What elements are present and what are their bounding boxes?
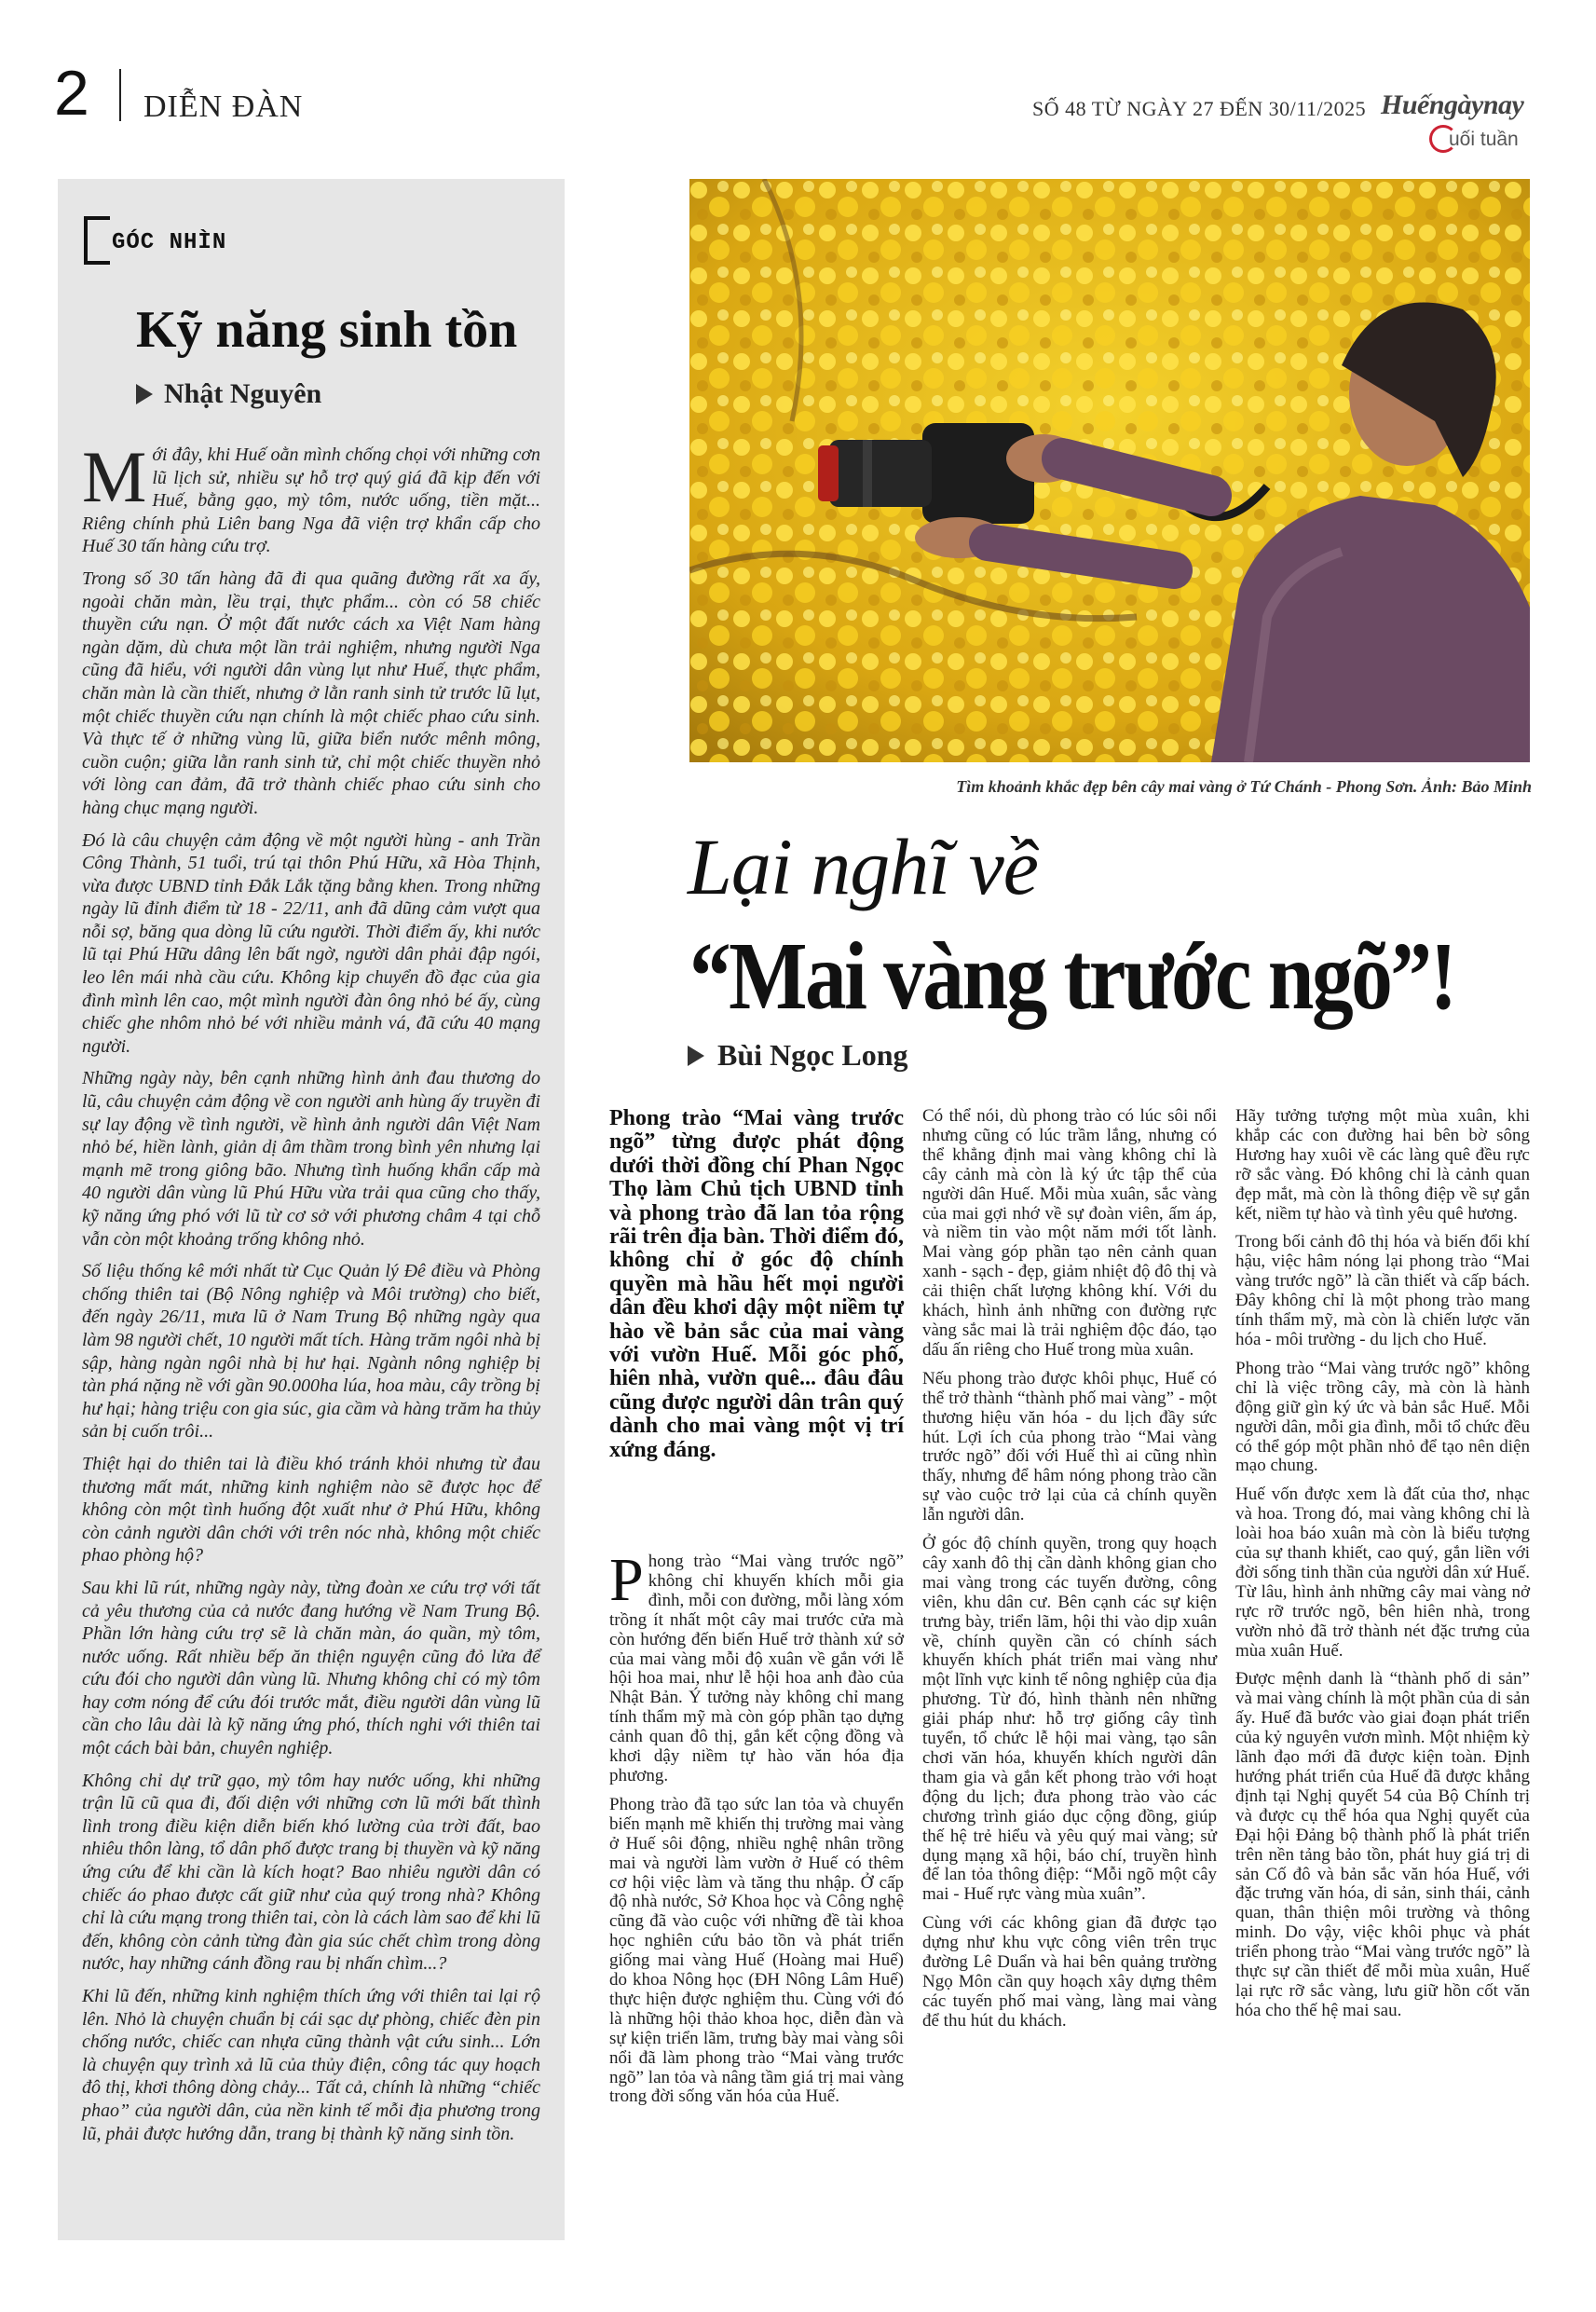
sidebar-body — [82, 436, 540, 2155]
article-paragraph: Hãy tưởng tượng một mùa xuân, khi khắp các con đường hai bên bờ sông Hương hay xuôi về các làng quê đều rực rỡ sắc vàng. Đó không chỉ là cảnh quan đẹp mắt, mà còn là thông điệp về sự gắn kết, niềm tự hào và tình yêu quê hương. — [1235, 1106, 1530, 1224]
sidebar-paragraph: Trong số 30 tấn hàng đã đi qua quãng đường rất xa ấy, ngoài chăn màn, lều trại, thực phẩm... còn có 58 chiếc thuyền cứu nạn. Ở một đất nước cách xa Việt Nam hàng ngàn dặm, dù chưa một lần trải nghiệm, nhưng người Nga cũng đã hiểu, với người dân vùng lụt như Huế, thực phẩm, chăn màn là cần thiết, nhưng ở lằn ranh sinh tử trước lũ lụt, một chiếc thuyền cứu nạn chính là một chiếc phao cứu sinh. Và thực tế ở những vùng lũ, giữa biển nước mênh mông, cuồn cuộn; giữa lằn ranh sinh tử, chỉ một chiếc thuyền nhỏ với lòng can đảm, đã trở thành chiếc phao cứu sinh cho hàng chục mạng người. — [82, 568, 540, 818]
article-paragraph: Phong trào “Mai vàng trước ngõ” không chỉ khuyến khích mỗi gia đình, mỗi con đường, mỗi làng xóm trồng ít nhất một cây mai trước cửa mà còn hướng đến biến Huế trở thành xứ sở của mai vàng mỗi độ xuân về gắn với lễ hội hoa mai, như lễ hội hoa anh đào của Nhật Bản. Ý tưởng này không chỉ mang tính thẩm mỹ mà còn góp phần tạo dựng cảnh quan đô thị, gắn kết cộng đồng và khơi dậy niềm tự hào văn hóa địa phương. — [609, 1546, 904, 1785]
article-column-2 — [922, 1107, 1217, 2041]
page-number: 2 — [54, 58, 89, 129]
article-paragraph: Ở góc độ chính quyền, trong quy hoạch cây xanh đô thị cần dành không gian cho mai vàng trong các tuyến đường, công viên, khu dân cư. Bên cạnh các sự kiện trưng bày, triển lãm, hội thi vào dịp xuân về, chính quyền cần có chính sách khuyến khích phát triển mai vàng như một lĩnh vực kinh tế nông nghiệp của địa phương. Từ đó, hình thành nên những giải pháp như: hỗ trợ giống cây tình tuyển, tổ chức lễ hội mai vàng, tạo sân chơi văn hóa, khuyến khích người dân tham gia và gắn kết phong trào với hoạt động du lịch; đưa phong trào vào các chương trình giáo dục cộng đồng, giúp thế hệ trẻ hiểu và yêu quý mai vàng; sử dụng mạng xã hội, báo chí, truyền hình để lan tỏa thông điệp: “Mỗi ngõ một cây mai - Huế rực vàng mùa xuân”. — [922, 1534, 1217, 1905]
sidebar-author: Nhật Nguyên — [164, 378, 322, 409]
article-author-line — [716, 1038, 907, 1073]
article-paragraph: Trong bối cảnh đô thị hóa và biến đổi khí hậu, việc hâm nóng lại phong trào “Mai vàng trước ngõ” là cần thiết và cấp bách. Đây không chỉ là một phong trào mang tính thẩm mỹ, mà còn là chiến lược văn hóa - môi trường - du lịch cho Huế. — [1235, 1232, 1530, 1349]
masthead-logo: Huếngàynay — [1381, 89, 1524, 120]
mai-blossom-photo — [689, 179, 1530, 762]
photo-caption: Tìm khoảnh khắc đẹp bên cây mai vàng ở Tứ Chánh - Phong Sơn. Ảnh: Bảo Minh — [956, 777, 1532, 796]
headline: “Mai vàng trước ngõ”! — [689, 923, 1455, 1030]
article-paragraph: Phong trào đã tạo sức lan tỏa và chuyển biến mạnh mẽ khiến thị trường mai vàng ở Huế sôi động, nhiều nghệ nhân trồng mai và người làm vườn ở Huế có thêm cơ hội việc làm và tăng thu nhập. Ở cấp độ nhà nước, Sở Khoa học và Công nghệ cũng đã vào cuộc với những đề tài khoa học nghiên cứu bảo tồn và phát triển giống mai vàng Huế (Hoàng mai Huế) do khoa Nông học (ĐH Nông Lâm Huế) thực hiện được nghiệm thu. Cùng với đó là những hội thảo khoa học, diễn đàn và sự kiện triển lãm, trưng bày mai vàng sôi nổi đã làm phong trào “Mai vàng trước ngõ” lan tỏa và nâng tầm giá trị mai vàng trong đời sống văn hóa của Huế. — [609, 1794, 904, 2107]
sidebar-dropcap: M — [82, 436, 147, 517]
article-column-1 — [609, 1546, 904, 2116]
article-lead: Phong trào “Mai vàng trước ngõ” từng được phát động dưới thời đồng chí Phan Ngọc Thọ làm Chủ tịch UBND tỉnh và phong trào đã lan tỏa rộng rãi trên địa bàn. Thời điểm đó, không chỉ ở góc độ chính quyền mà hầu hết mọi người dân đều khơi dậy một niềm tự hào về bản sắc của mai vàng với vườn Huế. Mỗi góc phố, hiên nhà, vườn quê... đâu đâu cũng được người dân trân quý dành cho mai vàng một vị trí xứng đáng. — [609, 1106, 904, 1462]
section-name: DIỄN ĐÀN — [143, 89, 304, 124]
article-paragraph: Phong trào “Mai vàng trước ngõ” không chỉ là việc trồng cây, mà còn là hành động giữ gìn ký ức và bản sắc Huế. Mỗi người dân, mỗi gia đình, mỗi tổ chức đều có thể góp một phần nhỏ để tạo nên diện mạo chung. — [1235, 1358, 1530, 1476]
sidebar-author-line — [136, 378, 321, 410]
article-paragraph: Có thể nói, dù phong trào có lúc sôi nổi nhưng cũng có lúc trầm lắng, nhưng có thể khẳng định mai vàng không chỉ là cây cảnh mà còn là ký ức tập thể của người dân Huế. Mỗi mùa xuân, sắc vàng của mai gợi nhớ về sự đoàn viên, ấm áp, và niềm tin vào một năm mới tốt lành. Mai vàng góp phần tạo nên cảnh quan xanh - sạch - đẹp, giảm nhiệt độ đô thị và cải thiện chất lượng không khí. Với du khách, hình ảnh những con đường rực vàng sắc mai là trải nghiệm độc đáo, tạo dấu ấn riêng cho Huế trong mùa xuân. — [922, 1106, 1217, 1360]
article-dropcap: P — [609, 1546, 644, 1614]
sidebar-paragraph: Số liệu thống kê mới nhất từ Cục Quản lý Đê điều và Phòng chống thiên tai (Bộ Nông nghiệp và Môi trường) cho biết, đến ngày 26/11, mưa lũ ở Nam Trung Bộ những ngày qua làm 98 người chết, 10 người mất tích. Hàng trăm ngôi nhà bị sập, hàng ngàn ngôi nhà bị hư hại. Ngành nông nghiệp bị tàn phá nặng nề với gần 90.000ha lúa, hoa màu, cây trồng bị hư hại; hàng triệu con gia súc, gia cầm và hàng trăm ha thủy sản bị cuốn trôi... — [82, 1261, 540, 1443]
sidebar-paragraph: Khi lũ đến, những kinh nghiệm thích ứng với thiên tai lại rộ lên. Nhỏ là chuyện chuẩn bị cái sạc dự phòng, chiếc đèn pin chống nước, chiếc can nhựa cũng thành vật cứu sinh... Lớn là chuyện quy trình xả lũ của thủy điện, công tác quy hoạch đô thị, khơi thông dòng chảy... Tất cả, chính là những “chiếc phao” của người dân, của nền kinh tế mỗi địa phương trong lũ, phải được hướng dẫn, trang bị thành kỹ năng sinh tồn. — [82, 1986, 540, 2144]
header-divider — [119, 69, 121, 121]
sidebar-paragraph: Sau khi lũ rút, những ngày này, từng đoàn xe cứu trợ với tất cả yêu thương của cả nước đang hướng về Nam Trung Bộ. Phần lớn hàng cứu trợ sẽ là chăn màn, áo quần, mỳ tôm, nước uống. Rất nhiều bếp ăn thiện nguyện cũng đỏ lửa để cứu đói cho người dân vùng lũ. Nhưng không chỉ có mỳ tôm hay cơm nóng để cứu đói trước mắt, điều người dân vùng lũ cần cho lâu dài là kỹ năng ứng phó, thích nghi với thiên tai một cách bài bản, chuyên nghiệp. — [82, 1577, 540, 1759]
triangle-bullet-icon — [136, 384, 153, 404]
masthead-subtitle: uối tuần — [1449, 129, 1519, 150]
headline-kicker: Lại nghĩ về — [688, 822, 1038, 911]
sidebar-paragraph: Không chỉ dự trữ gạo, mỳ tôm hay nước uống, khi những trận lũ cũ qua đi, đối diện với những cơn lũ mới bất thình lình trong điều kiện diễn biến khó lường của trời đất, bao nhiêu thôn làng, tổ dân phố được trang bị thuyền và kỹ năng ứng cứu để khi cần là kích hoạt? Bao nhiêu người dân có chiếc áo phao được cất giữ như của quý trong nhà? Không chỉ là cứu mạng trong thiên tai, còn là cách làm sao để khi lũ đến, không còn cảnh từng đàn gia súc chết chìm trong dòng nước, hay những cánh đồng rau bị nhấn chìm...? — [82, 1770, 540, 1975]
triangle-bullet-icon — [688, 1046, 704, 1066]
column-bracket-icon — [84, 216, 110, 265]
article-paragraph: Được mệnh danh là “thành phố di sản” và mai vàng chính là một phần của di sản ấy. Huế đã bước vào giai đoạn phát triển của kỷ nguyên vươn mình. Một nhiệm kỳ lãnh đạo mới đã được kiện toàn. Định hướng phát triển của Huế đã được khẳng định tại Nghị quyết 54 của Bộ Chính trị và được cụ thể hóa qua Nghị quyết của Đại hội Đảng bộ thành phố là phát triển trên nền tảng bảo tồn, phát huy giá trị di sản Cố đô và bản sắc văn hóa Huế, với đặc trưng văn hóa, di sản, sinh thái, cảnh quan, thân thiện môi trường và thông minh. Do vậy, việc khôi phục và phát triển phong trào “Mai vàng trước ngõ” là thực sự cần thiết để mỗi mùa xuân, Huế lại rực rỡ sắc vàng, lưu giữ hồn cốt văn hóa cho thế hệ mai sau. — [1235, 1669, 1530, 2020]
sidebar-paragraph: Mới đây, khi Huế oằn mình chống chọi với những cơn lũ lịch sử, nhiều sự hỗ trợ quý giá đã kịp đến với Huế, bằng gạo, mỳ tôm, nước uống, tiền mặt... Riêng chính phủ Liên bang Nga đã viện trợ khẩn cấp cho Huế 30 tấn hàng cứu trợ. — [82, 436, 540, 557]
sidebar-paragraph: Thiệt hại do thiên tai là điều khó tránh khỏi nhưng từ đau thương mất mát, những kinh nghiệm nào sẽ được học để không còn một tình huống đột xuất như ở Phú Hữu, không còn cảnh người dân chới với trên nóc nhà, không một chiếc phao phòng hộ? — [82, 1453, 540, 1566]
article-paragraph: Cùng với các không gian đã được tạo dựng như khu vực công viên trên trục đường Lê Duẩn và hai bên quảng trường Ngọ Môn cần quy hoạch xây dựng thêm các tuyến phố mai vàng, làng mai vàng để thu hút du khách. — [922, 1913, 1217, 2031]
article-paragraph: Huế vốn được xem là đất của thơ, nhạc và hoa. Trong đó, mai vàng không chỉ là loài hoa báo xuân mà còn là biểu tượng của sự thanh khiết, cao quý, gắn liền với đời sống tinh thần của người dân xứ Huế. Từ lâu, hình ảnh những cây mai vàng nở rực rỡ trước ngõ, bên hiên nhà, trong vườn nhỏ đã trở thành nét đặc trưng của mùa xuân Huế. — [1235, 1484, 1530, 1661]
column-label: GÓC NHÌN — [112, 230, 227, 255]
article-author: Bùi Ngọc Long — [717, 1038, 908, 1072]
issue-info: SỐ 48 TỪ NGÀY 27 ĐẾN 30/11/2025 — [1032, 97, 1367, 120]
article-photo — [689, 179, 1530, 762]
sidebar-title: Kỹ năng sinh tồn — [136, 301, 518, 359]
sidebar-paragraph: Đó là câu chuyện cảm động về một người hùng - anh Trần Công Thành, 51 tuổi, trú tại thôn Phú Hữu, xã Hòa Thịnh, vừa được UBND tỉnh Đắk Lắk tặng bằng khen. Trong những ngày lũ đỉnh điểm từ 18 - 22/11, anh đã dũng cảm vượt qua nỗi sợ, băng qua dòng lũ cứu người. Thời điểm ấy, khi nước lũ tại Phú Hữu dâng lên bất ngờ, người dân phải đập ngói, leo lên mái nhà cầu cứu. Không kịp chuyển đồ đạc của gia đình mình lên cao, một mình người đàn ông nhỏ bé ấy, cùng chiếc ghe nhôm nhỏ bé với nhiều mảnh vá, đã cứu 40 mạng người. — [82, 829, 540, 1057]
article-paragraph: Nếu phong trào được khôi phục, Huế có thể trở thành “thành phố mai vàng” - một thương hiệu văn hóa - du lịch đầy sức hút. Lợi ích của phong trào “Mai vàng trước ngõ” đối với Huế thì ai cũng nhìn thấy, nhưng để hâm nóng phong trào cần sự vào cuộc trở lại của cả chính quyền lẫn người dân. — [922, 1368, 1217, 1525]
sidebar-paragraph: Những ngày này, bên cạnh những hình ảnh đau thương do lũ, câu chuyện cảm động về con người anh hùng ấy truyền đi sự lay động về tình người, về hình ảnh người dân Việt Nam nhỏ bé, hiền lành, giản dị âm thầm trong bình yên nhưng lại mạnh mẽ trong giông bão. Nhưng tình huống khẩn cấp mà 40 người dân vùng lũ Phú Hữu vừa trải qua cũng cho thấy, kỹ năng ứng phó với lũ từ cơ sở với phương châm 4 tại chỗ vẫn còn một khoảng trống không nhỏ. — [82, 1068, 540, 1250]
article-column-3 — [1235, 1107, 1530, 2031]
